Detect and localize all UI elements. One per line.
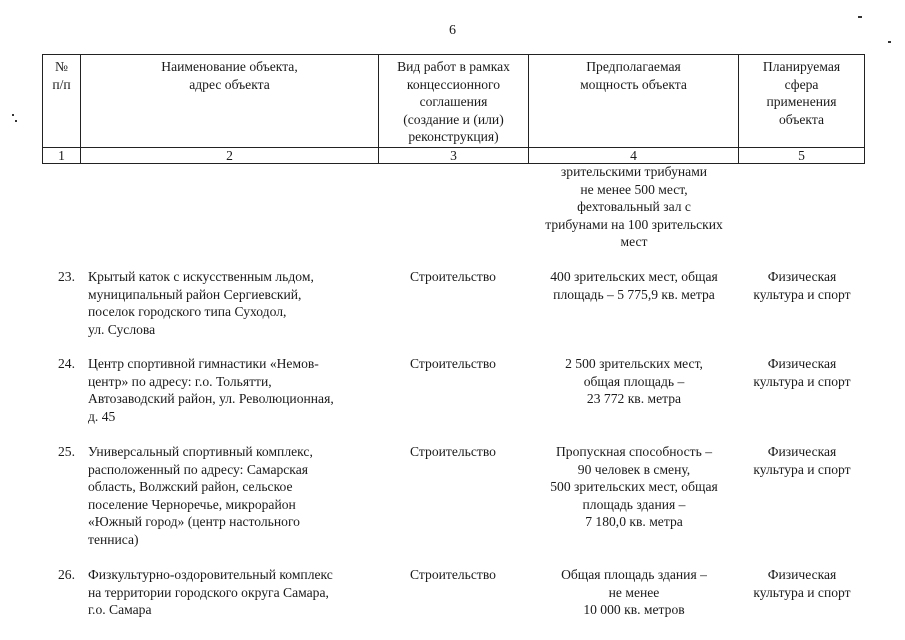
- table-header: [42, 54, 865, 164]
- object-capacity: [530, 443, 738, 531]
- name-line: на территории городского округа Самара,: [88, 584, 329, 600]
- application-sphere: [740, 268, 864, 303]
- name-line: Центр спортивной гимнастики «Немов-: [88, 356, 319, 371]
- sphere-line: Физическая: [767, 269, 837, 284]
- column-number: 2: [81, 148, 379, 164]
- application-sphere: [740, 355, 864, 390]
- header-cell-capacity: [529, 55, 739, 148]
- scan-speck: [12, 114, 14, 116]
- capacity-line: не менее: [608, 584, 660, 600]
- capacity-line: мест: [620, 234, 648, 249]
- object-name: [88, 268, 373, 338]
- object-capacity: [530, 355, 738, 408]
- capacity-line: общая площадь –: [583, 373, 685, 389]
- header-text: (создание и (или): [403, 111, 504, 127]
- column-number: 1: [43, 148, 81, 164]
- sphere-line: Физическая: [767, 444, 837, 459]
- sphere-line: Физическая: [767, 356, 837, 371]
- capacity-line: площадь – 5 775,9 кв. метра: [553, 286, 715, 302]
- header-text: Вид работ в рамках: [397, 59, 510, 74]
- capacity-line: 500 зрительских мест, общая: [550, 479, 718, 494]
- scan-speck: [858, 16, 862, 18]
- capacity-line: Пропускная способность –: [555, 444, 713, 459]
- application-sphere: [740, 443, 864, 478]
- capacity-line: 23 772 кв. метра: [586, 391, 682, 406]
- sphere-line: культура и спорт: [753, 584, 851, 600]
- capacity-line: Общая площадь здания –: [561, 567, 707, 582]
- header-text: применения: [766, 94, 837, 109]
- column-number-row: [43, 148, 865, 164]
- capacity-line: 400 зрительских мест, общая: [550, 269, 718, 284]
- name-line: поселение Черноречье, микрорайон: [88, 496, 296, 512]
- continuation-capacity: [530, 163, 738, 251]
- row-number: 24.: [58, 356, 75, 371]
- name-line: ул. Суслова: [88, 321, 156, 337]
- capacity-line: не менее 500 мест,: [580, 181, 688, 197]
- capacity-line: 10 000 кв. метров: [583, 602, 685, 617]
- row-number: 23.: [58, 269, 75, 284]
- header-text: №: [55, 59, 68, 74]
- header-text: реконструкция): [408, 129, 499, 144]
- capacity-line: фехтовальный зал с: [577, 199, 691, 214]
- object-capacity: [530, 566, 738, 619]
- sphere-line: культура и спорт: [753, 373, 851, 389]
- object-name: [88, 566, 373, 619]
- name-line: Крытый каток с искусственным льдом,: [88, 269, 314, 284]
- scan-speck: [888, 41, 891, 43]
- name-line: Физкультурно-оздоровительный комплекс: [88, 567, 333, 582]
- header-text: концессионного: [406, 76, 501, 92]
- name-line: г.о. Самара: [88, 602, 152, 617]
- work-kind: Строительство: [410, 356, 496, 371]
- work-kind: Строительство: [410, 567, 496, 582]
- row-number: 25.: [58, 444, 75, 459]
- name-line: расположенный по адресу: Самарская: [88, 461, 308, 477]
- sphere-line: культура и спорт: [753, 461, 851, 477]
- scan-speck: [15, 120, 17, 122]
- header-text: адрес объекта: [189, 76, 270, 92]
- header-text: Планируемая: [762, 59, 841, 74]
- header-text: сфера: [784, 76, 819, 92]
- name-line: Универсальный спортивный комплекс,: [88, 444, 313, 459]
- header-text: мощность объекта: [580, 76, 687, 92]
- capacity-line: площадь здания –: [582, 496, 686, 512]
- header-text: п/п: [52, 76, 71, 92]
- name-line: тенниса): [88, 531, 139, 547]
- capacity-line: 90 человек в смену,: [577, 461, 691, 477]
- capacity-line: 2 500 зрительских мест,: [565, 356, 703, 371]
- sphere-line: культура и спорт: [753, 286, 851, 302]
- column-number: 4: [529, 148, 739, 164]
- name-line: поселок городского типа Суходол,: [88, 304, 287, 319]
- work-kind: Строительство: [410, 269, 496, 284]
- column-number: 3: [379, 148, 529, 164]
- header-cell-sphere: [739, 55, 865, 148]
- name-line: область, Волжский район, сельское: [88, 479, 293, 494]
- header-text: соглашения: [419, 94, 488, 109]
- header-text: Предполагаемая: [586, 59, 681, 74]
- header-text: объекта: [778, 111, 824, 127]
- header-cell-number: [43, 55, 81, 148]
- capacity-line: зрительскими трибунами: [560, 164, 708, 179]
- name-line: центр» по адресу: г.о. Тольятти,: [88, 373, 272, 389]
- header-text: Наименование объекта,: [161, 59, 298, 74]
- name-line: муниципальный район Сергиевский,: [88, 286, 302, 302]
- capacity-line: 7 180,0 кв. метра: [585, 514, 683, 529]
- name-line: д. 45: [88, 408, 116, 424]
- page-number: 6: [449, 23, 456, 38]
- row-number: 26.: [58, 567, 75, 582]
- header-cell-kind: [379, 55, 529, 148]
- header-row: [43, 55, 865, 148]
- object-name: [88, 355, 373, 425]
- name-line: Автозаводский район, ул. Революционная,: [88, 391, 334, 406]
- capacity-line: трибунами на 100 зрительских: [545, 216, 723, 232]
- work-kind: Строительство: [410, 444, 496, 459]
- header-cell-name: [81, 55, 379, 148]
- column-number: 5: [739, 148, 865, 164]
- application-sphere: [740, 566, 864, 601]
- object-capacity: [530, 268, 738, 303]
- name-line: «Южный город» (центр настольного: [88, 514, 300, 529]
- object-name: [88, 443, 373, 548]
- sphere-line: Физическая: [767, 567, 837, 582]
